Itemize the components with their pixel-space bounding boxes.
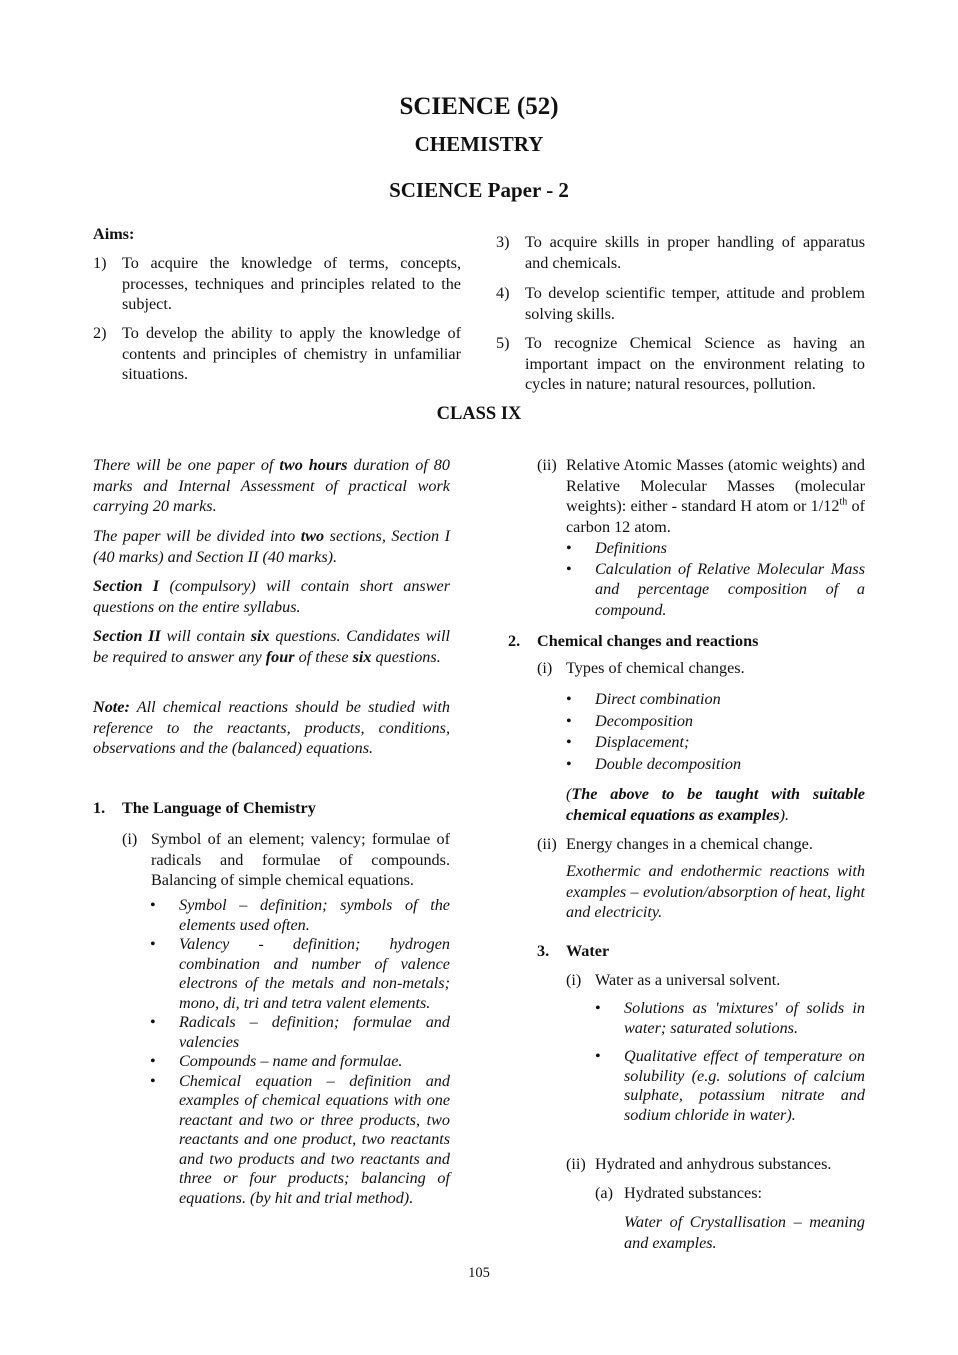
list-item: • Direct combination: [566, 690, 721, 708]
list-item: • Radicals – definition; formulae and valencies: [150, 1013, 450, 1051]
section-number: 2.: [508, 632, 521, 650]
section-title: The Language of Chemistry: [122, 799, 316, 817]
intro-paragraph: Section II will contain six questions. Candidates will be required to answer any four of these six questions.: [93, 627, 450, 666]
subsection: (ii) Energy changes in a chemical change.: [537, 835, 813, 853]
bullet-list: [566, 689, 865, 776]
list-item: • Compounds – name and formulae.: [150, 1052, 403, 1070]
subsection: (ii) Hydrated and anhydrous substances.: [566, 1155, 832, 1173]
subsection-detail: Exothermic and endothermic reactions with examples – evolution/absorption of heat, light and electricity.: [566, 862, 865, 921]
aim-item: 4) To develop scientific temper, attitude and problem solving skills.: [496, 284, 865, 323]
intro-paragraph: The paper will be divided into two sections, Section I (40 marks) and Section II (40 marks).: [93, 527, 450, 566]
list-item: • Displacement;: [566, 733, 690, 752]
page-number: 105: [468, 1265, 490, 1281]
list-item: • Valency - definition; hydrogen combination and number of valence electrons of the metals and non-metals; mono, di, tri and tetra valent elements.: [150, 935, 450, 1012]
subsection: (i) Symbol of an element; valency; formulae of radicals and formulae of compounds. Balancing of simple chemical equations.: [122, 830, 450, 889]
list-item: • Double decomposition: [566, 755, 742, 774]
list-item: • Solutions as 'mixtures' of solids in water; saturated solutions.: [595, 999, 865, 1037]
bullet-list: [566, 538, 865, 620]
subsection: (ii) Relative Atomic Masses (atomic weights) and Relative Molecular Masses (molecular weights): either - standard H atom or 1/12th of carbon 12 atom.: [537, 456, 865, 536]
intro-paragraph: There will be one paper of two hours duration of 80 marks and Internal Assessment of practical work carrying 20 marks.: [93, 456, 450, 515]
list-item: • Calculation of Relative Molecular Mass and percentage composition of a compound.: [566, 559, 865, 619]
aim-item: 1) To acquire the knowledge of terms, concepts, processes, techniques and principles related to the subject.: [93, 254, 461, 313]
subsection: (i) Types of chemical changes.: [537, 659, 745, 677]
bullet-list: [150, 896, 450, 1208]
section-number: 1.: [93, 799, 106, 817]
list-item: • Symbol – definition; symbols of the elements used often.: [150, 896, 450, 934]
teaching-note: (The above to be taught with suitable chemical equations as examples).: [566, 785, 865, 824]
subject-title: CHEMISTRY: [414, 132, 544, 156]
bullet-list: [595, 999, 865, 1125]
page-title: SCIENCE (52): [399, 93, 559, 120]
intro-paragraph: Section I (compulsory) will contain short answer questions on the entire syllabus.: [93, 577, 450, 616]
list-item: • Chemical equation – definition and examples of chemical equations with one reactant and two or three products, two reactants and one product, two reactants and two products and two reactants and three or four products; balancing of equations. (by hit and trial method).: [150, 1071, 450, 1207]
class-heading: CLASS IX: [436, 404, 522, 424]
aim-item: 5) To recognize Chemical Science as having an important impact on the environment relating to cycles in nature; natural resources, pollution.: [496, 334, 865, 393]
list-item: • Definitions: [566, 539, 667, 557]
list-item: • Decomposition: [566, 711, 694, 730]
subsection: (a) Hydrated substances:: [595, 1184, 763, 1202]
aim-item: 2) To develop the ability to apply the knowledge of contents and principles of chemistry in unfamiliar situations.: [93, 324, 461, 383]
aim-item: 3) To acquire skills in proper handling of apparatus and chemicals.: [496, 233, 865, 272]
section-title: Chemical changes and reactions: [537, 632, 759, 650]
aims-label: Aims:: [93, 225, 135, 243]
subsection-detail: Water of Crystallisation – meaning and examples.: [624, 1213, 865, 1252]
section-title: Water: [566, 942, 610, 960]
section-number: 3.: [537, 942, 550, 960]
note-paragraph: Note: All chemical reactions should be studied with reference to the reactants, products, conditions, observations and the (balanced) equations.: [93, 698, 450, 757]
list-item: • Qualitative effect of temperature on solubility (e.g. solutions of calcium sulphate, potassium nitrate and sodium chloride in water).: [595, 1047, 865, 1124]
paper-title: SCIENCE Paper - 2: [389, 178, 569, 202]
subsection: (i) Water as a universal solvent.: [566, 971, 781, 989]
